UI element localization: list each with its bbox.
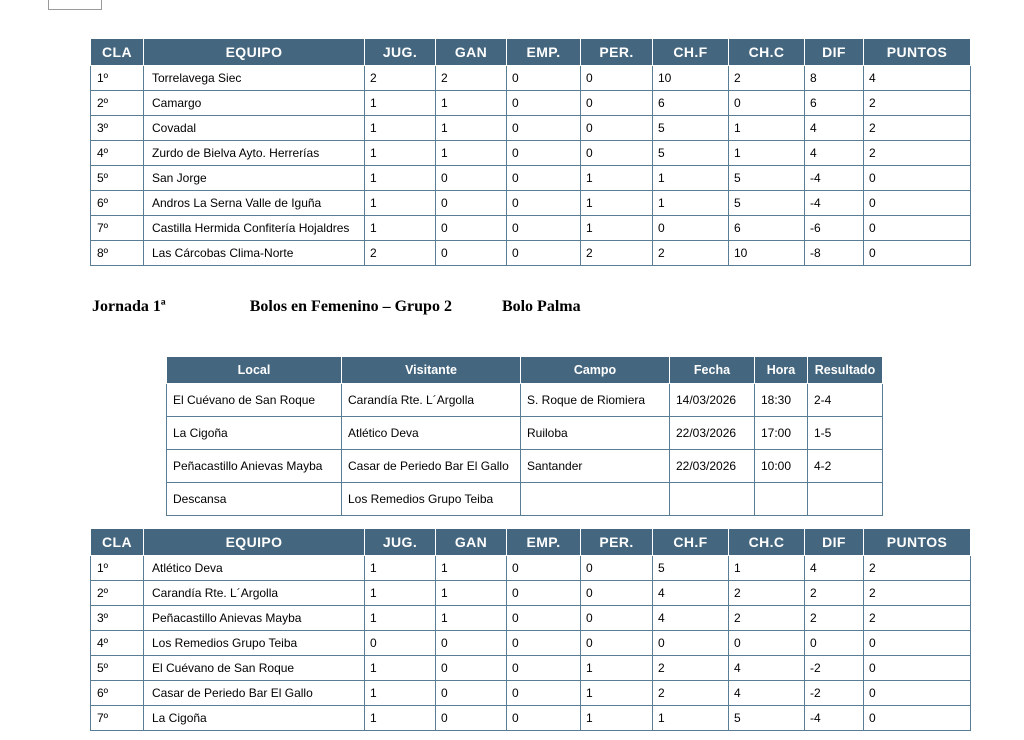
cell-resultado bbox=[808, 483, 883, 516]
jornada-modality: Bolo Palma bbox=[501, 298, 581, 315]
cell-chf: 0 bbox=[653, 216, 729, 241]
header-resultado: Resultado bbox=[808, 357, 883, 384]
table-row bbox=[167, 450, 883, 483]
jornada-title: Bolos en Femenino – Grupo 2 bbox=[249, 298, 452, 315]
cell-jug: 1 bbox=[365, 116, 436, 141]
standings-table-group1 bbox=[90, 38, 971, 266]
cell-puntos: 2 bbox=[864, 581, 971, 606]
cell-equipo: Zurdo de Bielva Ayto. Herrerías bbox=[144, 141, 365, 166]
cell-campo: S. Roque de Riomiera bbox=[521, 384, 670, 417]
cell-chf: 6 bbox=[653, 91, 729, 116]
cell-hora bbox=[755, 483, 808, 516]
cell-equipo: Los Remedios Grupo Teiba bbox=[144, 631, 365, 656]
cell-puntos: 2 bbox=[864, 91, 971, 116]
table-row bbox=[167, 417, 883, 450]
cell-cla: 6º bbox=[91, 681, 144, 706]
cell-cla: 8º bbox=[91, 241, 144, 266]
cell-gan: 0 bbox=[436, 241, 507, 266]
header-chf: CH.F bbox=[653, 39, 729, 66]
cell-emp: 0 bbox=[507, 581, 581, 606]
header-dif: DIF bbox=[805, 529, 864, 556]
cell-resultado: 2-4 bbox=[808, 384, 883, 417]
header-dif: DIF bbox=[805, 39, 864, 66]
cell-equipo: Andros La Serna Valle de Iguña bbox=[144, 191, 365, 216]
table-row bbox=[91, 556, 971, 581]
cell-jug: 1 bbox=[365, 606, 436, 631]
cell-dif: -2 bbox=[805, 681, 864, 706]
cell-per: 1 bbox=[581, 706, 653, 731]
header-puntos: PUNTOS bbox=[864, 529, 971, 556]
cell-dif: 4 bbox=[805, 116, 864, 141]
cell-equipo: Castilla Hermida Confitería Hojaldres bbox=[144, 216, 365, 241]
cell-equipo: La Cigoña bbox=[144, 706, 365, 731]
table-row bbox=[91, 606, 971, 631]
header-jug: JUG. bbox=[365, 39, 436, 66]
table-row bbox=[167, 483, 883, 516]
header-jug: JUG. bbox=[365, 529, 436, 556]
cell-fecha: 22/03/2026 bbox=[670, 417, 755, 450]
header-campo: Campo bbox=[521, 357, 670, 384]
header-cla: CLA bbox=[91, 39, 144, 66]
cell-cla: 5º bbox=[91, 166, 144, 191]
cell-per: 1 bbox=[581, 216, 653, 241]
cell-local: El Cuévano de San Roque bbox=[167, 384, 342, 417]
header-emp: EMP. bbox=[507, 39, 581, 66]
cell-chf: 1 bbox=[653, 191, 729, 216]
cell-jug: 1 bbox=[365, 216, 436, 241]
cell-dif: 0 bbox=[805, 631, 864, 656]
cell-hora: 10:00 bbox=[755, 450, 808, 483]
cell-cla: 1º bbox=[91, 556, 144, 581]
matches-table bbox=[166, 356, 883, 516]
page-top-fragment bbox=[48, 0, 102, 10]
table-row bbox=[91, 166, 971, 191]
cell-equipo: Covadal bbox=[144, 116, 365, 141]
cell-per: 0 bbox=[581, 91, 653, 116]
cell-hora: 17:00 bbox=[755, 417, 808, 450]
cell-puntos: 0 bbox=[864, 191, 971, 216]
header-chc: CH.C bbox=[729, 39, 805, 66]
cell-gan: 1 bbox=[436, 556, 507, 581]
cell-jug: 0 bbox=[365, 631, 436, 656]
cell-dif: -2 bbox=[805, 656, 864, 681]
cell-dif: 2 bbox=[805, 606, 864, 631]
cell-jug: 1 bbox=[365, 706, 436, 731]
cell-per: 0 bbox=[581, 581, 653, 606]
cell-resultado: 4-2 bbox=[808, 450, 883, 483]
cell-chf: 2 bbox=[653, 241, 729, 266]
cell-puntos: 4 bbox=[864, 66, 971, 91]
table-row bbox=[167, 384, 883, 417]
cell-gan: 2 bbox=[436, 66, 507, 91]
header-chf: CH.F bbox=[653, 529, 729, 556]
cell-per: 0 bbox=[581, 116, 653, 141]
header-emp: EMP. bbox=[507, 529, 581, 556]
cell-jug: 1 bbox=[365, 581, 436, 606]
cell-dif: -6 bbox=[805, 216, 864, 241]
cell-puntos: 0 bbox=[864, 656, 971, 681]
cell-gan: 0 bbox=[436, 166, 507, 191]
cell-emp: 0 bbox=[507, 191, 581, 216]
cell-gan: 0 bbox=[436, 706, 507, 731]
table-row bbox=[91, 581, 971, 606]
cell-emp: 0 bbox=[507, 116, 581, 141]
cell-cla: 1º bbox=[91, 66, 144, 91]
cell-equipo: El Cuévano de San Roque bbox=[144, 656, 365, 681]
cell-chc: 2 bbox=[729, 66, 805, 91]
header-hora: Hora bbox=[755, 357, 808, 384]
cell-gan: 0 bbox=[436, 216, 507, 241]
cell-dif: 8 bbox=[805, 66, 864, 91]
cell-emp: 0 bbox=[507, 681, 581, 706]
cell-chf: 5 bbox=[653, 116, 729, 141]
cell-chf: 4 bbox=[653, 606, 729, 631]
cell-gan: 0 bbox=[436, 631, 507, 656]
cell-campo: Santander bbox=[521, 450, 670, 483]
cell-local: La Cigoña bbox=[167, 417, 342, 450]
cell-per: 0 bbox=[581, 606, 653, 631]
cell-puntos: 2 bbox=[864, 141, 971, 166]
cell-resultado: 1-5 bbox=[808, 417, 883, 450]
cell-cla: 3º bbox=[91, 606, 144, 631]
header-cla: CLA bbox=[91, 529, 144, 556]
cell-gan: 0 bbox=[436, 191, 507, 216]
cell-emp: 0 bbox=[507, 606, 581, 631]
cell-equipo: Peñacastillo Anievas Mayba bbox=[144, 606, 365, 631]
cell-dif: 2 bbox=[805, 581, 864, 606]
table-row bbox=[91, 656, 971, 681]
cell-emp: 0 bbox=[507, 706, 581, 731]
cell-jug: 2 bbox=[365, 66, 436, 91]
cell-jug: 1 bbox=[365, 556, 436, 581]
header-equipo: EQUIPO bbox=[144, 39, 365, 66]
cell-fecha: 22/03/2026 bbox=[670, 450, 755, 483]
cell-gan: 1 bbox=[436, 606, 507, 631]
cell-chc: 1 bbox=[729, 116, 805, 141]
cell-chc: 1 bbox=[729, 141, 805, 166]
cell-cla: 7º bbox=[91, 216, 144, 241]
cell-jug: 1 bbox=[365, 91, 436, 116]
cell-per: 1 bbox=[581, 166, 653, 191]
cell-cla: 7º bbox=[91, 706, 144, 731]
table-row bbox=[91, 216, 971, 241]
cell-emp: 0 bbox=[507, 631, 581, 656]
cell-emp: 0 bbox=[507, 556, 581, 581]
cell-emp: 0 bbox=[507, 216, 581, 241]
cell-per: 0 bbox=[581, 631, 653, 656]
cell-equipo: Torrelavega Siec bbox=[144, 66, 365, 91]
cell-equipo: San Jorge bbox=[144, 166, 365, 191]
cell-per: 0 bbox=[581, 556, 653, 581]
cell-chc: 10 bbox=[729, 241, 805, 266]
table-row bbox=[91, 706, 971, 731]
cell-cla: 4º bbox=[91, 631, 144, 656]
table-row bbox=[91, 241, 971, 266]
cell-puntos: 2 bbox=[864, 606, 971, 631]
cell-cla: 4º bbox=[91, 141, 144, 166]
cell-chc: 0 bbox=[729, 631, 805, 656]
header-gan: GAN bbox=[436, 529, 507, 556]
cell-gan: 1 bbox=[436, 91, 507, 116]
cell-chf: 4 bbox=[653, 581, 729, 606]
cell-jug: 1 bbox=[365, 191, 436, 216]
table-row bbox=[91, 681, 971, 706]
table-row bbox=[91, 91, 971, 116]
cell-chc: 5 bbox=[729, 166, 805, 191]
cell-chc: 6 bbox=[729, 216, 805, 241]
cell-emp: 0 bbox=[507, 141, 581, 166]
cell-visitante: Los Remedios Grupo Teiba bbox=[342, 483, 521, 516]
cell-campo: Ruiloba bbox=[521, 417, 670, 450]
cell-gan: 1 bbox=[436, 141, 507, 166]
cell-chf: 0 bbox=[653, 631, 729, 656]
cell-gan: 0 bbox=[436, 656, 507, 681]
cell-dif: 4 bbox=[805, 556, 864, 581]
cell-jug: 1 bbox=[365, 681, 436, 706]
header-per: PER. bbox=[581, 529, 653, 556]
header-puntos: PUNTOS bbox=[864, 39, 971, 66]
cell-equipo: Atlético Deva bbox=[144, 556, 365, 581]
cell-per: 1 bbox=[581, 681, 653, 706]
cell-visitante: Atlético Deva bbox=[342, 417, 521, 450]
jornada-heading bbox=[92, 298, 852, 316]
header-equipo: EQUIPO bbox=[144, 529, 365, 556]
cell-visitante: Carandía Rte. L´Argolla bbox=[342, 384, 521, 417]
cell-puntos: 0 bbox=[864, 166, 971, 191]
cell-chc: 4 bbox=[729, 656, 805, 681]
cell-chc: 2 bbox=[729, 581, 805, 606]
cell-local: Descansa bbox=[167, 483, 342, 516]
cell-jug: 1 bbox=[365, 166, 436, 191]
cell-chc: 4 bbox=[729, 681, 805, 706]
cell-campo bbox=[521, 483, 670, 516]
cell-equipo: Casar de Periedo Bar El Gallo bbox=[144, 681, 365, 706]
cell-gan: 1 bbox=[436, 116, 507, 141]
cell-chc: 1 bbox=[729, 556, 805, 581]
cell-equipo: Camargo bbox=[144, 91, 365, 116]
cell-chc: 2 bbox=[729, 606, 805, 631]
cell-puntos: 0 bbox=[864, 706, 971, 731]
cell-cla: 6º bbox=[91, 191, 144, 216]
table-row bbox=[91, 141, 971, 166]
cell-dif: -4 bbox=[805, 166, 864, 191]
cell-per: 0 bbox=[581, 66, 653, 91]
cell-per: 1 bbox=[581, 656, 653, 681]
cell-jug: 1 bbox=[365, 656, 436, 681]
cell-puntos: 2 bbox=[864, 116, 971, 141]
matches-header-row bbox=[167, 357, 883, 384]
cell-emp: 0 bbox=[507, 166, 581, 191]
cell-cla: 2º bbox=[91, 581, 144, 606]
cell-cla: 5º bbox=[91, 656, 144, 681]
cell-dif: -4 bbox=[805, 191, 864, 216]
header-per: PER. bbox=[581, 39, 653, 66]
cell-chf: 1 bbox=[653, 706, 729, 731]
table-row bbox=[91, 631, 971, 656]
table-row bbox=[91, 191, 971, 216]
cell-per: 2 bbox=[581, 241, 653, 266]
cell-per: 1 bbox=[581, 191, 653, 216]
cell-puntos: 0 bbox=[864, 681, 971, 706]
cell-per: 0 bbox=[581, 141, 653, 166]
cell-emp: 0 bbox=[507, 66, 581, 91]
cell-cla: 3º bbox=[91, 116, 144, 141]
table-header-row bbox=[91, 39, 971, 66]
cell-local: Peñacastillo Anievas Mayba bbox=[167, 450, 342, 483]
header-gan: GAN bbox=[436, 39, 507, 66]
cell-jug: 2 bbox=[365, 241, 436, 266]
standings-table-group2 bbox=[90, 528, 971, 731]
cell-equipo: Las Cárcobas Clima-Norte bbox=[144, 241, 365, 266]
header-visitante: Visitante bbox=[342, 357, 521, 384]
table-row bbox=[91, 66, 971, 91]
cell-chc: 5 bbox=[729, 191, 805, 216]
cell-chf: 2 bbox=[653, 656, 729, 681]
cell-dif: 6 bbox=[805, 91, 864, 116]
cell-hora: 18:30 bbox=[755, 384, 808, 417]
cell-fecha: 14/03/2026 bbox=[670, 384, 755, 417]
table-row bbox=[91, 116, 971, 141]
header-chc: CH.C bbox=[729, 529, 805, 556]
cell-puntos: 0 bbox=[864, 631, 971, 656]
cell-emp: 0 bbox=[507, 91, 581, 116]
cell-visitante: Casar de Periedo Bar El Gallo bbox=[342, 450, 521, 483]
jornada-label: Jornada 1ª bbox=[92, 298, 166, 315]
cell-chf: 2 bbox=[653, 681, 729, 706]
cell-dif: 4 bbox=[805, 141, 864, 166]
cell-gan: 1 bbox=[436, 581, 507, 606]
cell-emp: 0 bbox=[507, 656, 581, 681]
cell-puntos: 2 bbox=[864, 556, 971, 581]
cell-chc: 0 bbox=[729, 91, 805, 116]
cell-chf: 10 bbox=[653, 66, 729, 91]
cell-puntos: 0 bbox=[864, 216, 971, 241]
cell-fecha bbox=[670, 483, 755, 516]
cell-emp: 0 bbox=[507, 241, 581, 266]
cell-dif: -8 bbox=[805, 241, 864, 266]
header-fecha: Fecha bbox=[670, 357, 755, 384]
cell-gan: 0 bbox=[436, 681, 507, 706]
header-local: Local bbox=[167, 357, 342, 384]
cell-cla: 2º bbox=[91, 91, 144, 116]
cell-jug: 1 bbox=[365, 141, 436, 166]
cell-chf: 5 bbox=[653, 556, 729, 581]
cell-puntos: 0 bbox=[864, 241, 971, 266]
cell-chf: 1 bbox=[653, 166, 729, 191]
cell-chc: 5 bbox=[729, 706, 805, 731]
cell-equipo: Carandía Rte. L´Argolla bbox=[144, 581, 365, 606]
cell-chf: 5 bbox=[653, 141, 729, 166]
table-header-row bbox=[91, 529, 971, 556]
cell-dif: -4 bbox=[805, 706, 864, 731]
